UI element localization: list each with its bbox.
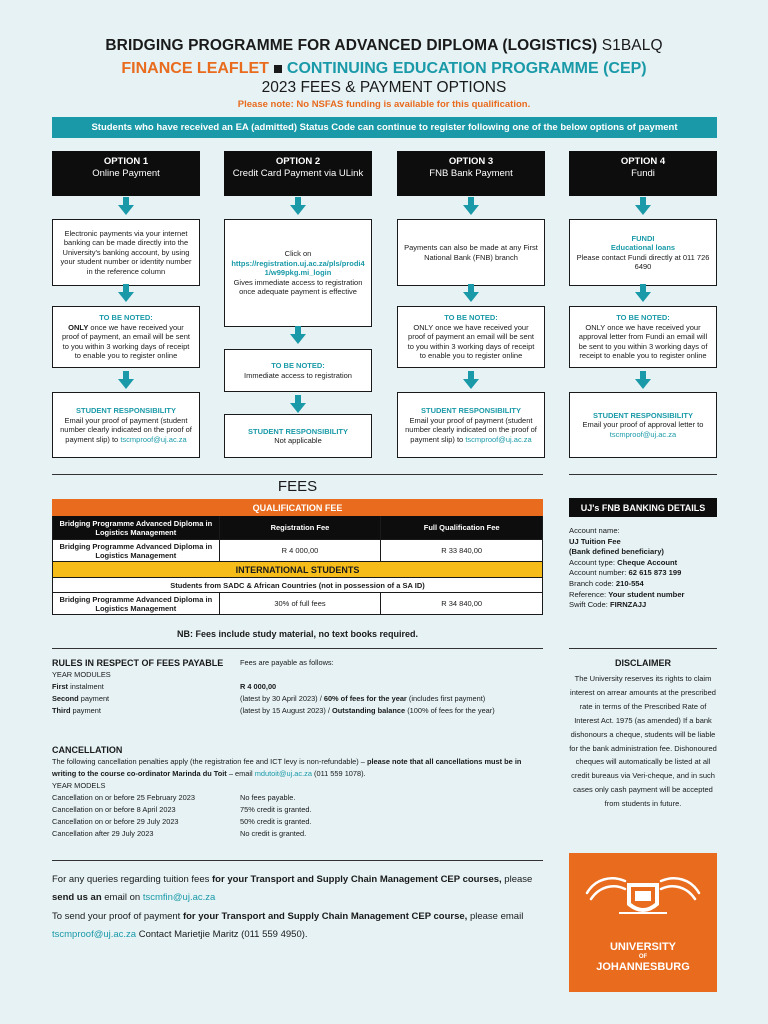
third-label: Third xyxy=(52,706,71,715)
year-models-label: YEAR MODELS xyxy=(52,781,106,790)
leaflet-heading xyxy=(0,60,768,78)
option-subtitle: Online Payment xyxy=(92,168,160,179)
down-arrow-icon xyxy=(633,283,653,308)
down-arrow-icon xyxy=(288,325,308,350)
cancellation-credit: No credit is granted. xyxy=(240,829,307,838)
to-be-noted-box xyxy=(569,306,717,368)
option-info-box xyxy=(569,219,717,286)
cancellation-date: Cancellation on or before 29 July 2023 xyxy=(52,817,179,826)
rules-intro: Fees are payable as follows: xyxy=(240,658,334,667)
divider xyxy=(52,860,543,861)
responsibility-text: Not applicable xyxy=(274,436,322,445)
option-subtitle: Fundi xyxy=(631,168,655,179)
reference-value: Your student number xyxy=(608,589,685,599)
second-label: Second xyxy=(52,694,79,703)
row-registration-fee: R 4 000,00 xyxy=(219,540,381,562)
logo-johannesburg: JOHANNESBURG xyxy=(596,961,690,973)
cancellation-date: Cancellation on or before 8 April 2023 xyxy=(52,805,176,814)
option-header xyxy=(397,151,545,196)
to-be-noted-heading: TO BE NOTED: xyxy=(616,313,670,323)
cancellation-section xyxy=(52,744,543,840)
document-title xyxy=(0,37,768,55)
year-modules-label: YEAR MODULES xyxy=(52,670,111,679)
logo-university: UNIVERSITY xyxy=(609,941,676,953)
logo-of: OF xyxy=(638,954,648,960)
qualification-code: S1BALQ xyxy=(601,37,663,54)
finance-leaflet-label: FINANCE LEAFLET xyxy=(121,60,269,77)
cancellation-text: The following cancellation penalties apply (the registration fee and ICT levy is non-refundable) – xyxy=(52,757,365,766)
column-full-fee: Full Qualification Fee xyxy=(381,516,543,540)
university-logo xyxy=(569,853,717,992)
status-banner xyxy=(52,117,717,138)
row-registration-fee: 30% of full fees xyxy=(219,593,381,615)
cancellation-row xyxy=(52,792,543,804)
student-responsibility-box xyxy=(224,414,372,458)
title-main: BRIDGING PROGRAMME FOR ADVANCED DIPLOMA (LOGISTICS) xyxy=(105,37,598,54)
rules-title: RULES IN RESPECT OF FEES PAYABLE xyxy=(52,658,224,668)
programme-label: CONTINUING EDUCATION PROGRAMME (CEP) xyxy=(286,60,647,77)
branch-code-label: Branch code: xyxy=(569,578,614,588)
to-be-noted-box xyxy=(52,306,200,368)
table-row xyxy=(53,593,543,615)
third-deadline: (latest by 15 August 2023) / xyxy=(240,706,330,715)
second-note: (includes first payment) xyxy=(408,694,486,703)
page-subtitle: 2023 FEES & PAYMENT OPTIONS xyxy=(261,79,507,96)
swift-code: FIRNZAJJ xyxy=(609,600,647,610)
to-be-noted-heading: TO BE NOTED: xyxy=(271,361,325,370)
to-be-noted-box xyxy=(224,349,372,392)
nsfas-note: Please note: No NSFAS funding is available for this qualification. xyxy=(237,99,531,110)
student-responsibility-heading: STUDENT RESPONSIBILITY xyxy=(75,406,176,415)
cancellation-row xyxy=(52,816,543,828)
banner-text: Students who have received an EA (admitted) Status Code can continue to register following one of the below options of payment xyxy=(91,122,678,133)
cancellation-bold-text: please note that all cancellations must be in writing to the course co-ordinator Marinda du Toit xyxy=(52,757,522,778)
proof-email-link[interactable]: tscmproof@uj.ac.za xyxy=(465,434,532,444)
row-programme: Bridging Programme Advanced Diploma in Logistics Management xyxy=(53,540,220,562)
qualification-fee-header: QUALIFICATION FEE xyxy=(53,500,543,516)
disclaimer-title: DISCLAIMER xyxy=(615,658,671,668)
down-arrow-icon xyxy=(461,283,481,308)
option-header xyxy=(569,151,717,196)
student-responsibility-heading: STUDENT RESPONSIBILITY xyxy=(420,406,521,415)
table-row xyxy=(53,540,543,562)
noted-text: ONLY once we have received your proof of payment an email will be sent to you within 3 working days of receipt to enable you to register online xyxy=(407,322,535,361)
down-arrow-icon xyxy=(116,196,136,221)
student-responsibility-box xyxy=(52,392,200,458)
cancellation-rows xyxy=(52,792,543,840)
fees-table xyxy=(52,499,543,615)
cancellation-credit: No fees payable. xyxy=(240,793,296,802)
bank-details-header xyxy=(569,498,717,517)
down-arrow-icon xyxy=(461,196,481,221)
proof-text: To send your proof of payment xyxy=(52,911,181,922)
branch-code: 210-554 xyxy=(615,578,644,588)
cancellation-email-label: – email xyxy=(228,769,253,778)
option-info-box xyxy=(52,219,200,286)
noted-bold: ONLY xyxy=(68,322,89,332)
international-subheader: Students from SADC & African Countries (not in possession of a SA ID) xyxy=(53,578,543,593)
option-header xyxy=(52,151,200,196)
fee-rules xyxy=(52,657,543,717)
first-label: First xyxy=(52,682,69,691)
noted-text: Immediate access to registration xyxy=(244,370,352,380)
cancellation-email-link[interactable]: mdutoit@uj.ac.za xyxy=(254,769,312,778)
query-text: For any queries regarding tuition fees xyxy=(52,874,210,885)
swift-code-label: Swift Code: xyxy=(569,600,608,610)
option-text: Gives immediate access to registration once adequate payment is effective xyxy=(233,277,363,297)
down-arrow-icon xyxy=(633,196,653,221)
option-title: OPTION 1 xyxy=(103,156,149,167)
second-deadline: (latest by 30 April 2023) / xyxy=(240,694,322,703)
student-responsibility-heading: STUDENT RESPONSIBILITY xyxy=(592,410,693,420)
proof-email-link[interactable]: tscmproof@uj.ac.za xyxy=(609,429,677,439)
option-title: OPTION 2 xyxy=(275,156,321,167)
cancellation-credit: 75% credit is granted. xyxy=(240,805,312,814)
bank-details xyxy=(569,526,719,611)
beneficiary-note: (Bank defined beneficiary) xyxy=(569,547,664,557)
query-send: send us an xyxy=(52,891,102,903)
second-rest: payment xyxy=(80,694,110,703)
option-info-box xyxy=(397,219,545,286)
disclaimer-text: The University reserves its rights to claim interest on arrear amounts at the prescribed rate in terms of the Prescribed Rate of Interest Act. 1975 (as amended) If a bank dishonours a cheque, students will be liable for the bank administration fee. Dishonoured cheques will automatically be listed at all credit bureaus via Veri-cheque, and in such cases only cash payment will be accepted from students in future. xyxy=(569,674,717,809)
to-be-noted-heading: TO BE NOTED: xyxy=(444,313,498,323)
fees-note: NB: Fees include study material, no text books required. xyxy=(176,629,419,639)
account-type: Cheque Account xyxy=(617,557,678,567)
option-text: Click on xyxy=(284,249,312,259)
divider xyxy=(569,474,717,475)
international-students-header: INTERNATIONAL STUDENTS xyxy=(53,562,543,578)
row-full-fee: R 34 840,00 xyxy=(381,593,543,615)
query-email-label: email on xyxy=(104,891,141,903)
down-arrow-icon xyxy=(288,196,308,221)
proof-please: please email xyxy=(469,911,524,922)
row-programme: Bridging Programme Advanced Diploma in Logistics Management xyxy=(53,593,220,615)
account-name: UJ Tuition Fee xyxy=(569,536,621,546)
fees-title: FEES xyxy=(277,478,318,495)
bank-details-title: UJ's FNB BANKING DETAILS xyxy=(580,502,706,513)
first-rest: instalment xyxy=(70,682,104,691)
option-title: OPTION 4 xyxy=(620,156,666,167)
option-header xyxy=(224,151,372,196)
responsibility-text: Email your proof of approval letter to xyxy=(582,420,704,430)
column-registration-fee: Registration Fee xyxy=(219,516,381,540)
divider xyxy=(569,648,717,649)
option-text: Electronic payments via your internet banking can be made directly into the University's banking account, by using your student number or identity number in the reference column xyxy=(60,228,192,276)
third-rest: payment xyxy=(72,706,101,715)
column-programme: Bridging Programme Advanced Diploma in Logistics Management xyxy=(53,516,220,540)
third-amount: Outstanding balance xyxy=(332,706,406,715)
row-full-fee: R 33 840,00 xyxy=(381,540,543,562)
second-amount: 60% of fees for the year xyxy=(323,694,407,703)
divider xyxy=(52,648,543,649)
finance-email-link[interactable]: tscmfin@uj.ac.za xyxy=(142,891,216,903)
student-responsibility-box xyxy=(397,392,545,458)
cancellation-phone: (011 559 1078). xyxy=(314,769,366,778)
account-name-label: Account name: xyxy=(569,526,620,535)
option-info-box xyxy=(224,219,372,327)
third-note: (100% of fees for the year) xyxy=(407,706,495,715)
proof-email-link[interactable]: tscmproof@uj.ac.za xyxy=(120,434,187,444)
cancellation-date: Cancellation after 29 July 2023 xyxy=(52,829,154,838)
contact-person: Contact Marietjie Maritz (011 559 4950). xyxy=(138,928,308,940)
down-arrow-icon xyxy=(116,283,136,308)
cancellation-date: Cancellation on or before 25 February 2023 xyxy=(52,793,195,802)
proof-email-link[interactable]: tscmproof@uj.ac.za xyxy=(52,928,137,940)
first-value: R 4 000,00 xyxy=(240,682,277,691)
option-text: Payments can also be made at any First National Bank (FNB) branch xyxy=(404,243,538,262)
account-number-label: Account number: xyxy=(569,568,627,578)
option-text: Please contact Fundi directly at 011 726 6490 xyxy=(576,252,710,271)
to-be-noted-box xyxy=(397,306,545,368)
noted-text: once we have received your proof of payment, an email will be sent to you within 3 working days of receipt to enable you to register online xyxy=(62,322,190,361)
cancellation-title: CANCELLATION xyxy=(52,745,123,755)
contact-info xyxy=(52,871,543,943)
uj-crest-icon xyxy=(569,853,717,933)
responsibility-text: Email your proof of payment (student number clearly indicated on the proof of payment slip) to xyxy=(405,415,537,444)
noted-text: ONLY once we have received your approval letter from Fundi an email will be sent to you within 3 working days of receipt to enable you to register online xyxy=(578,322,708,361)
option-title: OPTION 3 xyxy=(448,156,494,167)
option-subtitle: FNB Bank Payment xyxy=(429,168,513,179)
fundi-subtitle: Educational loans xyxy=(610,243,676,252)
query-bold: for your Transport and Supply Chain Management CEP courses, xyxy=(212,874,502,885)
divider xyxy=(52,474,543,475)
cancellation-credit: 50% credit is granted. xyxy=(240,817,312,826)
student-responsibility-heading: STUDENT RESPONSIBILITY xyxy=(247,426,348,436)
query-please: please xyxy=(504,874,533,885)
cancellation-row xyxy=(52,828,543,840)
responsibility-text: Email your proof of payment (student number clearly indicated on the proof of payment slip) to xyxy=(60,415,192,444)
account-number: 62 615 873 199 xyxy=(628,568,682,578)
account-type-label: Account type: xyxy=(569,557,616,567)
square-separator-icon xyxy=(274,65,282,73)
ulink-link[interactable]: https://registration.uj.ac.za/pls/prodi41/w99pkg.mi_login xyxy=(231,258,365,278)
student-responsibility-box xyxy=(569,392,717,458)
proof-bold: for your Transport and Supply Chain Management CEP course, xyxy=(182,911,468,922)
reference-label: Reference: xyxy=(569,589,607,599)
option-subtitle: Credit Card Payment via ULink xyxy=(232,168,364,179)
cancellation-row xyxy=(52,804,543,816)
fundi-title: FUNDI xyxy=(631,233,655,243)
to-be-noted-heading: TO BE NOTED: xyxy=(99,313,153,323)
